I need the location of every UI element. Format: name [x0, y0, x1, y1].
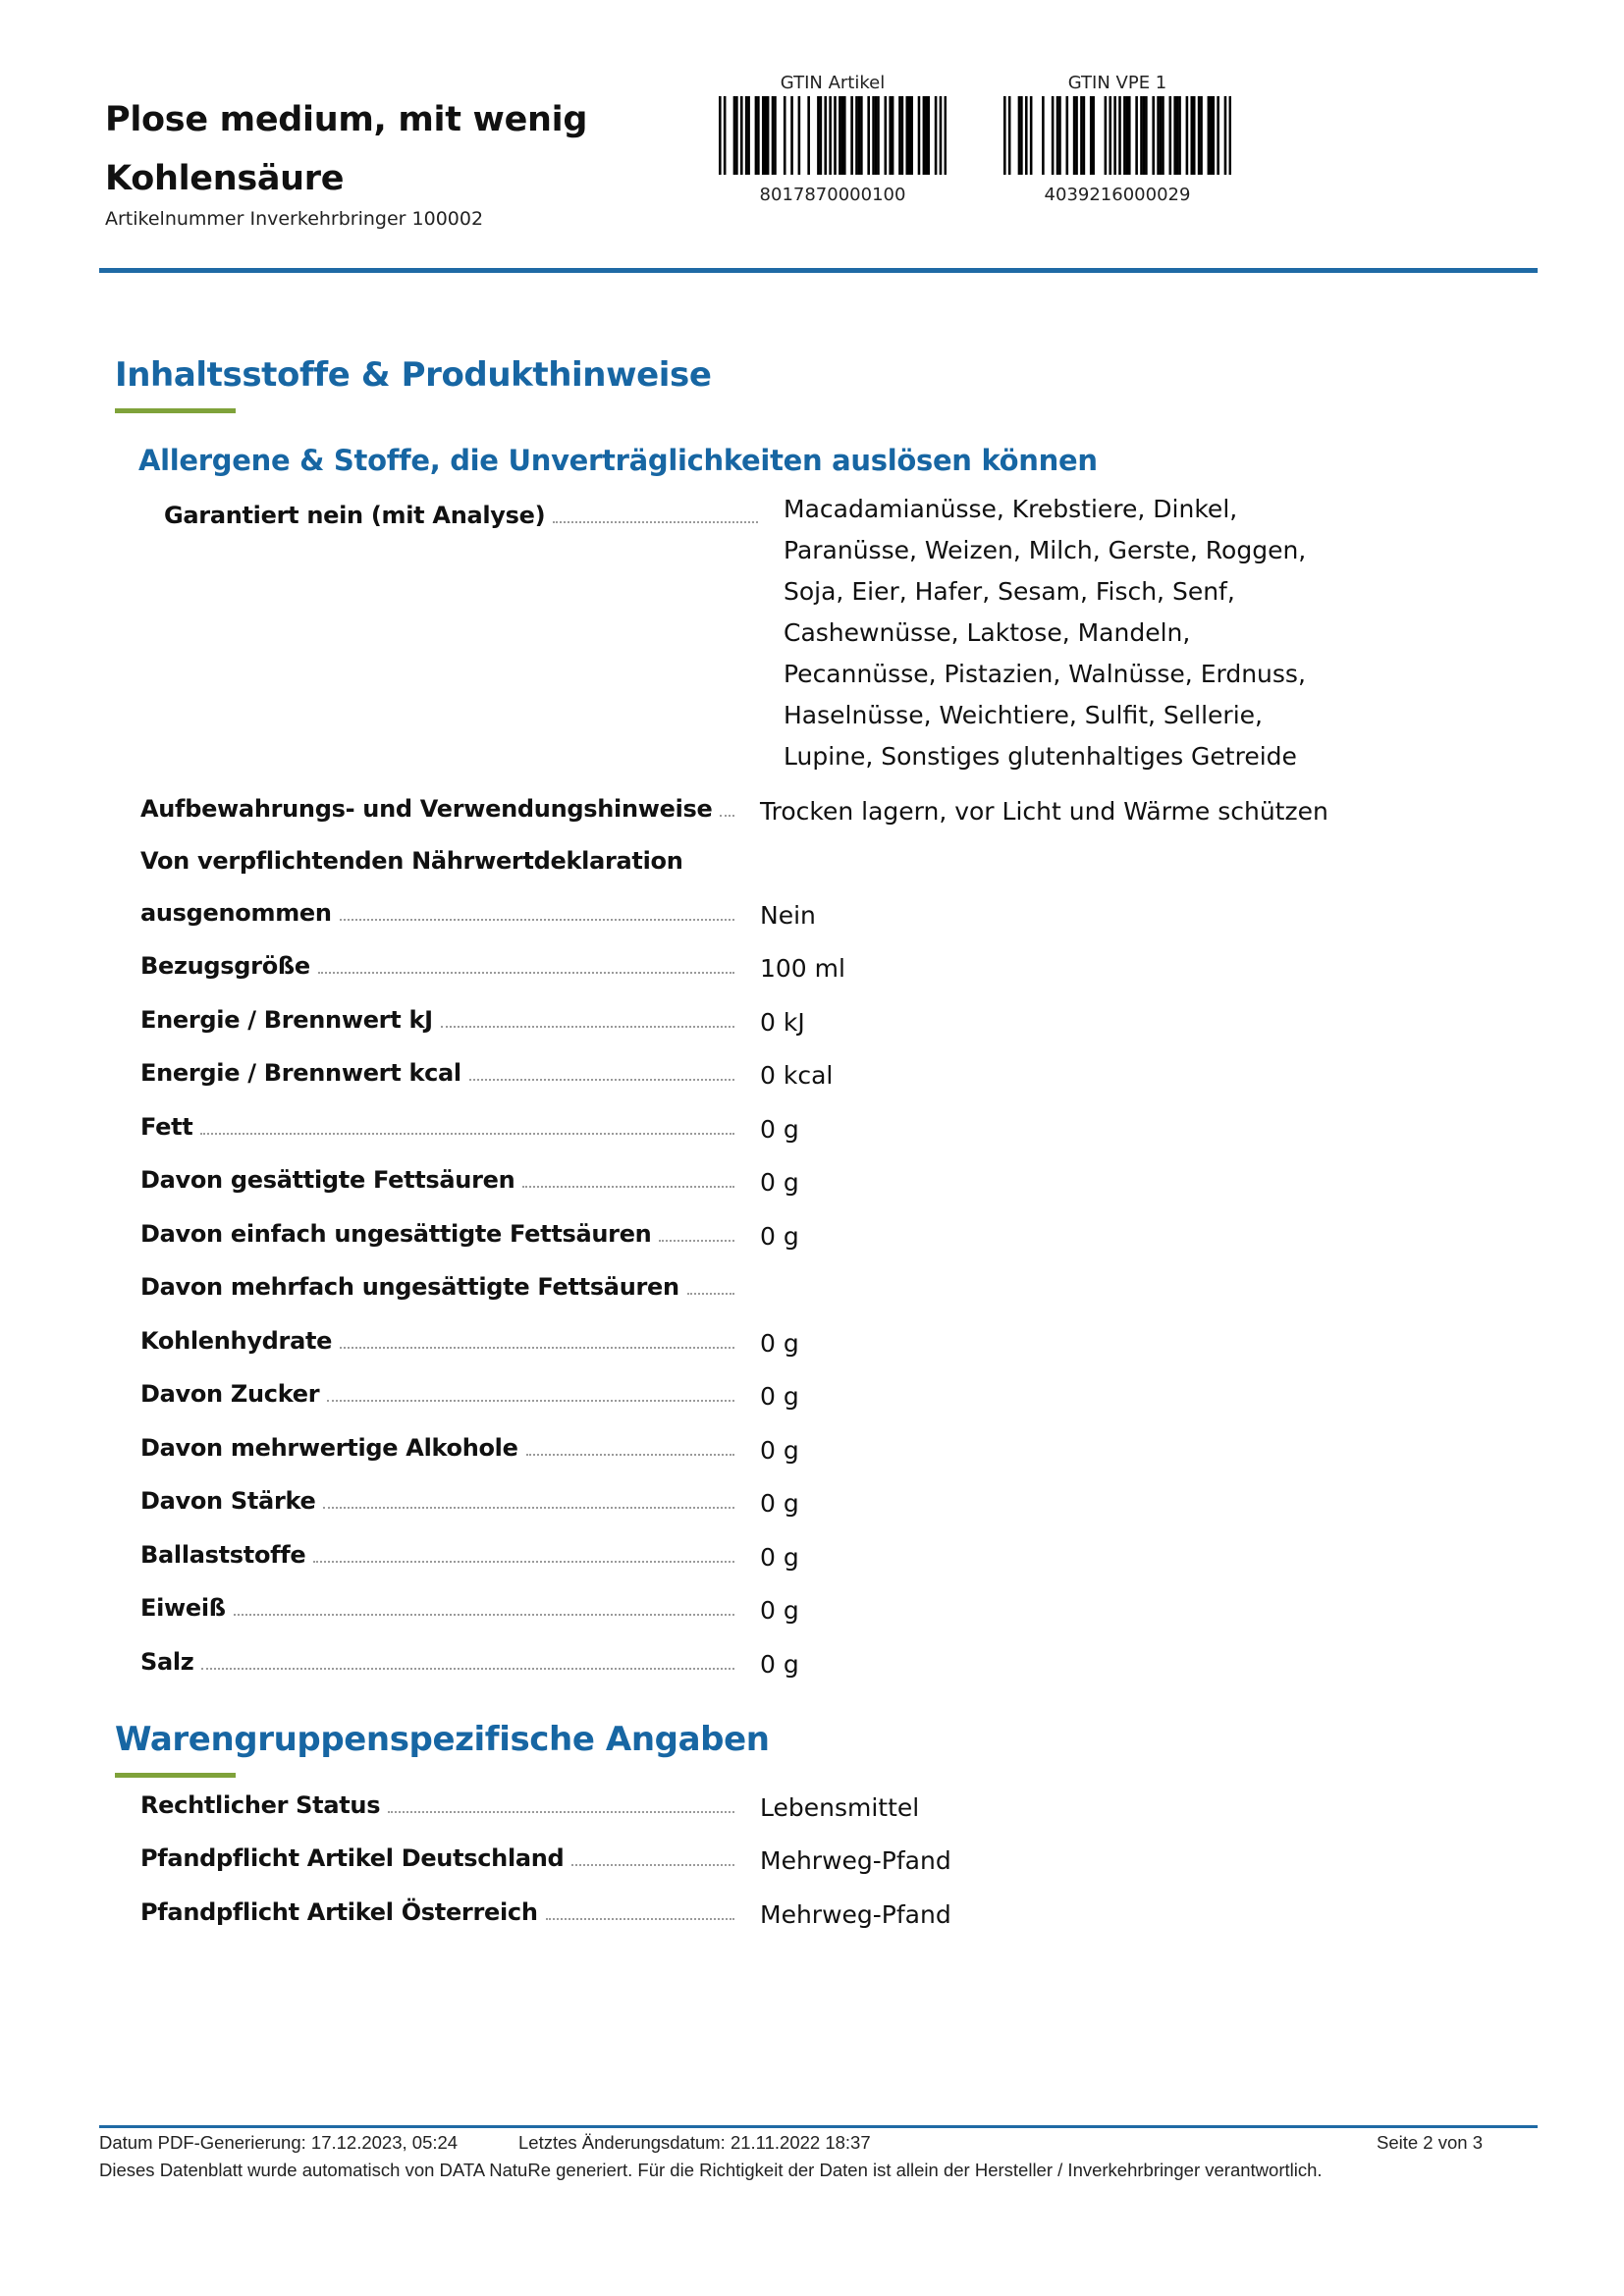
allergen-value: Macadamianüsse, Krebstiere, Dinkel, Paranüsse, Weizen, Milch, Gerste, Roggen, Soja, Eier, Hafer, Sesam, Fisch, Senf, Cashewnüsse, Laktose, Mandeln, Pecannüsse, Pistazien, Walnüsse, Erdnuss, Haselnüsse, Weichtiere, Sulfit, Sellerie, Lupine, Sonstiges glutenhaltiges Getreide — [784, 495, 1307, 771]
nutrition-label-text: Salz — [140, 1648, 194, 1676]
barcode-bar — [905, 96, 908, 175]
article-number: Artikelnummer Inverkehrbringer 100002 — [105, 208, 484, 230]
barcode-bar — [747, 96, 750, 175]
nutrition-row-label — [140, 1380, 734, 1408]
barcode-bar — [1123, 96, 1126, 175]
exempt-label-line1 — [140, 847, 734, 875]
barcode-bar — [1092, 96, 1095, 175]
dot-leader — [200, 1133, 734, 1135]
barcode-bar — [875, 96, 878, 175]
gtin-vpe-label: GTIN VPE 1 — [1067, 73, 1167, 93]
deposit-de-label-text: Pfandpflicht Artikel Deutschland — [140, 1844, 565, 1872]
barcode-bar — [774, 96, 777, 175]
nutrition-row-label — [140, 1006, 734, 1034]
dot-leader — [388, 1811, 734, 1813]
barcode-bar — [935, 96, 938, 175]
nutrition-label-text: Davon mehrfach ungesättigte Fettsäuren — [140, 1273, 679, 1301]
barcode-bar — [733, 96, 736, 175]
section-ingredients-underline — [115, 408, 236, 413]
barcode-bar — [1058, 96, 1061, 175]
nutrition-row-value: 0 g — [760, 1650, 799, 1679]
dot-leader — [720, 815, 734, 817]
footer-page-number: Seite 2 von 3 — [1377, 2132, 1483, 2153]
barcode-bar — [1075, 96, 1078, 175]
nutrition-label-text: Fett — [140, 1113, 193, 1141]
barcode-bar — [735, 96, 738, 175]
deposit-at-label — [140, 1898, 734, 1926]
barcode-bar — [910, 96, 913, 175]
nutrition-label-text: Davon Stärke — [140, 1487, 316, 1515]
barcode-bar — [1173, 96, 1176, 175]
dot-leader — [327, 1400, 734, 1402]
nutrition-row-value: 0 kJ — [760, 1008, 805, 1037]
legal-status-label — [140, 1791, 734, 1819]
barcode-bar — [798, 96, 801, 175]
nutrition-row-label — [140, 952, 734, 980]
barcode-bar — [1030, 96, 1033, 175]
nutrition-row-label — [140, 1594, 734, 1622]
nutrition-row-value: 0 g — [760, 1329, 799, 1358]
footer-changed-date: Letztes Änderungsdatum: 21.11.2022 18:37 — [518, 2132, 871, 2153]
legal-status-label-text: Rechtlicher Status — [140, 1791, 381, 1819]
nutrition-row-label — [140, 1487, 734, 1515]
barcode-bar — [1042, 96, 1045, 175]
barcode-bar — [1176, 96, 1179, 175]
nutrition-row-value: 0 g — [760, 1489, 799, 1518]
nutrition-label-text: Ballaststoffe — [140, 1541, 306, 1569]
storage-label — [140, 795, 734, 823]
barcode-bar — [940, 96, 943, 175]
exempt-label-text: ausgenommen — [140, 899, 332, 927]
allergen-subtitle: Allergene & Stoffe, die Unverträglichkeiten auslösen können — [138, 444, 1098, 477]
barcode-bar — [1212, 96, 1215, 175]
section-ingredients-title: Inhaltsstoffe & Produkthinweise — [115, 355, 712, 395]
allergen-label-text: Garantiert nein (mit Analyse) — [164, 502, 546, 529]
dot-leader — [522, 1186, 734, 1188]
barcode-bar — [858, 96, 861, 175]
barcode-bar — [1118, 96, 1121, 175]
barcode-bar — [820, 96, 823, 175]
dot-leader — [201, 1668, 734, 1670]
barcode-bar — [1126, 96, 1129, 175]
storage-value: Trocken lagern, vor Licht und Wärme schützen — [760, 797, 1328, 826]
barcode-bar — [824, 96, 827, 175]
barcode-bar — [1020, 96, 1023, 175]
deposit-de-value: Mehrweg-Pfand — [760, 1846, 951, 1875]
legal-status-value: Lebensmittel — [760, 1793, 920, 1822]
nutrition-label-text: Energie / Brennwert kJ — [140, 1006, 433, 1034]
dot-leader — [318, 972, 734, 974]
gtin-vpe-number: 4039216000029 — [1044, 185, 1191, 205]
nutrition-row-label — [140, 1434, 734, 1462]
barcode-bar — [889, 96, 892, 175]
barcode-bar — [1193, 96, 1196, 175]
gtin-article-barcode — [719, 96, 947, 175]
dot-leader — [340, 1347, 734, 1349]
header-divider — [99, 268, 1538, 273]
barcode-bar — [764, 96, 767, 175]
dot-leader — [571, 1864, 734, 1866]
barcode-bar — [1198, 96, 1201, 175]
barcode-bar — [1073, 96, 1076, 175]
gtin-article-number: 8017870000100 — [759, 185, 906, 205]
nutrition-row-label — [140, 1059, 734, 1087]
barcode-bar — [1052, 96, 1055, 175]
barcode-bar — [839, 96, 841, 175]
barcode-bar — [1083, 96, 1086, 175]
nutrition-row-value: 0 g — [760, 1222, 799, 1251]
dot-leader — [546, 1918, 734, 1920]
product-title: Plose medium, mit wenig Kohlensäure — [105, 100, 588, 198]
barcode-bar — [841, 96, 844, 175]
barcode-bar — [877, 96, 880, 175]
barcode-bar — [1157, 96, 1160, 175]
barcode-bar — [807, 96, 810, 175]
barcode-bar — [1135, 96, 1138, 175]
barcode-bar — [860, 96, 863, 175]
nutrition-label-text: Davon einfach ungesättigte Fettsäuren — [140, 1220, 652, 1248]
barcode-bar — [885, 96, 888, 175]
barcode-bar — [1128, 96, 1131, 175]
footer-divider — [99, 2125, 1538, 2128]
barcode-bar — [740, 96, 743, 175]
barcode-bar — [745, 96, 748, 175]
barcode-bar — [1145, 96, 1148, 175]
storage-label-text: Aufbewahrungs- und Verwendungshinweise — [140, 795, 713, 823]
barcode-bar — [918, 96, 921, 175]
dot-leader — [441, 1026, 734, 1028]
barcode-bar — [1217, 96, 1219, 175]
exempt-label-line1-text: Von verpflichtenden Nährwertdeklaration — [140, 847, 683, 875]
barcode-bar — [772, 96, 775, 175]
barcode-bar — [1056, 96, 1059, 175]
barcode-bar — [767, 96, 770, 175]
barcode-bar — [945, 96, 947, 175]
dot-leader — [340, 919, 734, 921]
barcode-bar — [867, 96, 870, 175]
barcode-bar — [925, 96, 928, 175]
nutrition-row-value: 0 g — [760, 1436, 799, 1465]
nutrition-label-text: Davon gesättigte Fettsäuren — [140, 1166, 515, 1194]
gtin-article-block — [715, 71, 950, 205]
exempt-value: Nein — [760, 901, 816, 930]
gtin-vpe-barcode — [1003, 96, 1231, 175]
nutrition-row-label — [140, 1220, 734, 1248]
dot-leader — [313, 1561, 734, 1563]
section-product-group-title: Warengruppenspezifische Angaben — [115, 1720, 770, 1759]
barcode-bar — [1143, 96, 1146, 175]
nutrition-row-value: 0 kcal — [760, 1061, 834, 1090]
nutrition-label-text: Eiweiß — [140, 1594, 226, 1622]
barcode-bar — [1090, 96, 1093, 175]
barcode-bar — [1109, 96, 1111, 175]
barcode-bar — [1152, 96, 1155, 175]
barcode-bar — [1003, 96, 1006, 175]
gtin-article-label: GTIN Artikel — [780, 73, 886, 93]
gtin-vpe-block — [1000, 71, 1235, 205]
barcode-bar — [1025, 96, 1028, 175]
allergen-label — [164, 502, 758, 529]
nutrition-row-label — [140, 1648, 734, 1676]
section-product-group-underline — [115, 1773, 236, 1778]
nutrition-row-label — [140, 1166, 734, 1194]
barcode-bar — [1200, 96, 1203, 175]
deposit-at-value: Mehrweg-Pfand — [760, 1900, 951, 1929]
barcode-bar — [901, 96, 904, 175]
barcode-bar — [1065, 96, 1068, 175]
barcode-bar — [719, 96, 722, 175]
nutrition-label-text: Davon Zucker — [140, 1380, 320, 1408]
barcode-bar — [1210, 96, 1213, 175]
nutrition-row-label — [140, 1273, 734, 1301]
barcode-bar — [1018, 96, 1021, 175]
barcode-bar — [1208, 96, 1211, 175]
deposit-at-label-text: Pfandpflicht Artikel Österreich — [140, 1898, 538, 1926]
barcode-bar — [1113, 96, 1116, 175]
dot-leader — [323, 1507, 734, 1509]
nutrition-label-text: Davon mehrwertige Alkohole — [140, 1434, 518, 1462]
dot-leader — [659, 1240, 734, 1242]
barcode-bar — [1224, 96, 1227, 175]
barcode-bar — [1169, 96, 1172, 175]
barcode-bar — [817, 96, 820, 175]
barcode-bar — [898, 96, 901, 175]
barcode-bar — [843, 96, 846, 175]
barcode-bar — [755, 96, 758, 175]
nutrition-row-value: 0 g — [760, 1115, 799, 1144]
barcode-bar — [1080, 96, 1083, 175]
barcode-bar — [1162, 96, 1164, 175]
deposit-de-label — [140, 1844, 734, 1872]
nutrition-row-label — [140, 1541, 734, 1569]
nutrition-row-label — [140, 1327, 734, 1355]
barcode-bar — [872, 96, 875, 175]
barcode-bar — [724, 96, 727, 175]
dot-leader — [687, 1293, 734, 1295]
barcode-bar — [1160, 96, 1163, 175]
barcode-bar — [1105, 96, 1108, 175]
nutrition-label-text: Energie / Brennwert kcal — [140, 1059, 461, 1087]
barcode-bar — [829, 96, 832, 175]
barcode-bar — [850, 96, 853, 175]
dot-leader — [553, 521, 758, 523]
barcode-bar — [855, 96, 858, 175]
footer-generated-date: Datum PDF-Generierung: 17.12.2023, 05:24 — [99, 2132, 459, 2153]
barcode-bar — [892, 96, 894, 175]
nutrition-row-value: 0 g — [760, 1596, 799, 1625]
barcode-bar — [762, 96, 765, 175]
nutrition-row-value: 100 ml — [760, 954, 845, 983]
barcode-bar — [923, 96, 926, 175]
nutrition-row-value: 0 g — [760, 1543, 799, 1572]
barcode-bar — [784, 96, 786, 175]
barcode-bar — [1140, 96, 1143, 175]
dot-leader — [526, 1454, 734, 1456]
barcode-bar — [757, 96, 760, 175]
barcode-bar — [1178, 96, 1181, 175]
barcode-bar — [1008, 96, 1011, 175]
barcode-bar — [1190, 96, 1193, 175]
barcode-bar — [927, 96, 930, 175]
barcode-bar — [790, 96, 793, 175]
nutrition-row-value: 0 g — [760, 1168, 799, 1197]
barcode-bar — [1186, 96, 1189, 175]
dot-leader — [469, 1079, 734, 1081]
barcode-bar — [834, 96, 837, 175]
nutrition-row-value: 0 g — [760, 1382, 799, 1411]
nutrition-label-text: Kohlenhydrate — [140, 1327, 333, 1355]
barcode-bar — [908, 96, 911, 175]
barcode-bar — [1229, 96, 1231, 175]
nutrition-row-label — [140, 1113, 734, 1141]
dot-leader — [234, 1614, 734, 1616]
exempt-label — [140, 899, 734, 927]
nutrition-label-text: Bezugsgröße — [140, 952, 310, 980]
footer-disclaimer: Dieses Datenblatt wurde automatisch von DATA NatuRe generiert. Für die Richtigkeit der Daten ist allein der Hersteller / Inverkehrbringer verantwortlich. — [99, 2160, 1323, 2180]
